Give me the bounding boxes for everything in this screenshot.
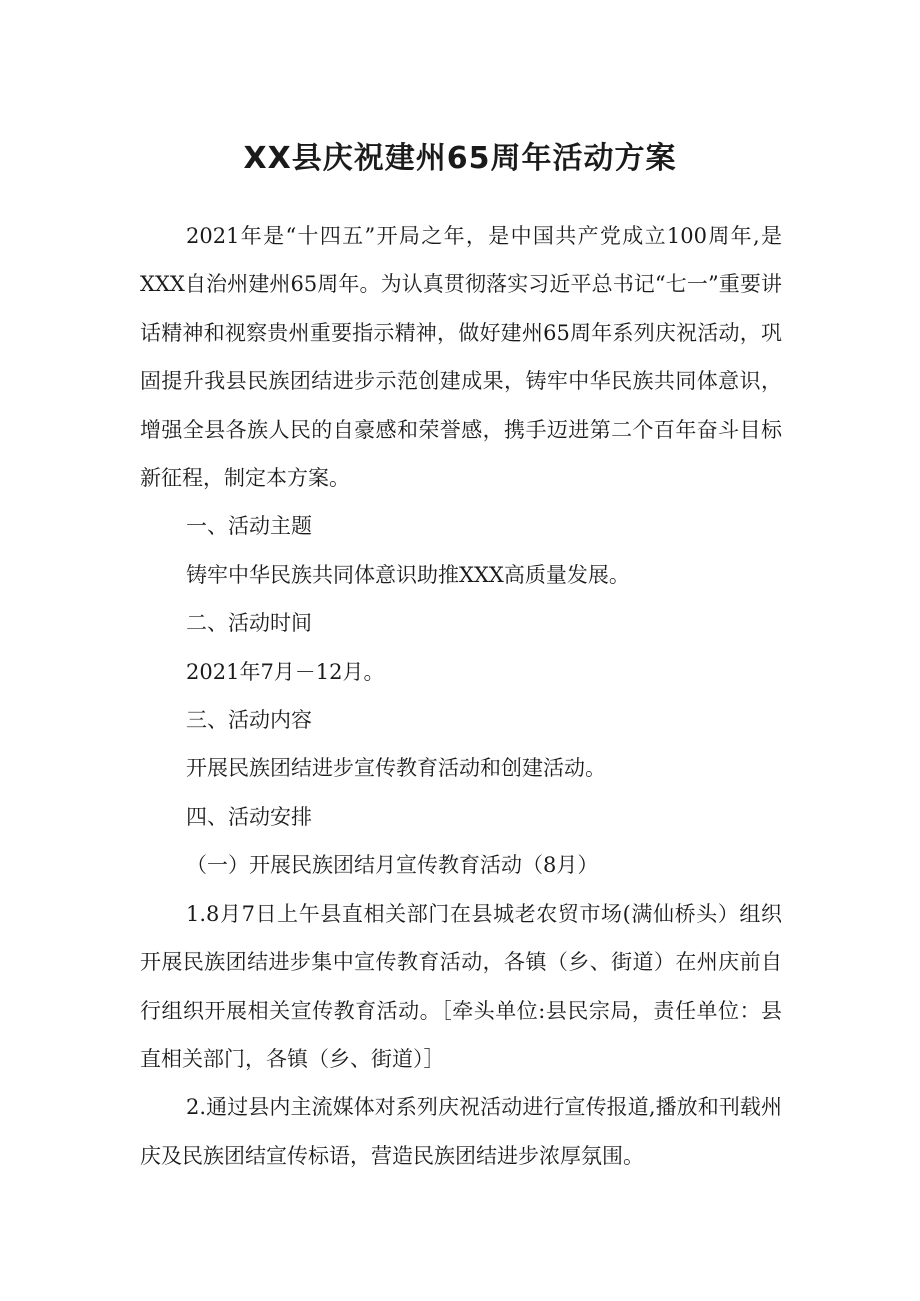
section-heading-arrangement: 四、活动安排 <box>186 804 312 829</box>
subsection-heading-publicity-month: （一）开展民族团结月宣传教育活动（8月） <box>186 853 599 878</box>
document-title: XX县庆祝建州65周年活动方案 <box>243 141 677 176</box>
document-body <box>140 212 782 1180</box>
arrangement-item-2: 2.通过县内主流媒体对系列庆祝活动进行宣传报道,播放和刊载州庆及民族团结宣传标语，营造民族团结进步浓厚氛围。 <box>140 1095 782 1168</box>
section-text-content: 开展民族团结进步宣传教育活动和创建活动。 <box>186 756 606 781</box>
section-heading-content: 三、活动内容 <box>186 708 312 733</box>
section-text-time: 2021年7月－12月。 <box>186 659 385 684</box>
arrangement-item-1: 1.8月7日上午县直相关部门在县城老农贸市场(满仙桥头）组织开展民族团结进步集中宣传教育活动，各镇（乡、街道）在州庆前自行组织开展相关宣传教育活动。［牵头单位:县民宗局，责任单位：县直相关部门，各镇（乡、街道）］ <box>140 901 782 1071</box>
section-heading-theme: 一、活动主题 <box>186 514 312 539</box>
section-text-theme: 铸牢中华民族共同体意识助推XXX高质量发展。 <box>186 562 630 587</box>
section-heading-time: 二、活动时间 <box>186 611 312 636</box>
intro-paragraph: 2021年是“十四五”开局之年，是中国共产党成立100周年,是XXX自治州建州65周年。为认真贯彻落实习近平总书记“七一”重要讲话精神和视察贵州重要指示精神，做好建州65周年系列庆祝活动，巩固提升我县民族团结进步示范创建成果，铸牢中华民族共同体意识，增强全县各族人民的自豪感和荣誉感，携手迈进第二个百年奋斗目标新征程，制定本方案。 <box>140 224 782 491</box>
